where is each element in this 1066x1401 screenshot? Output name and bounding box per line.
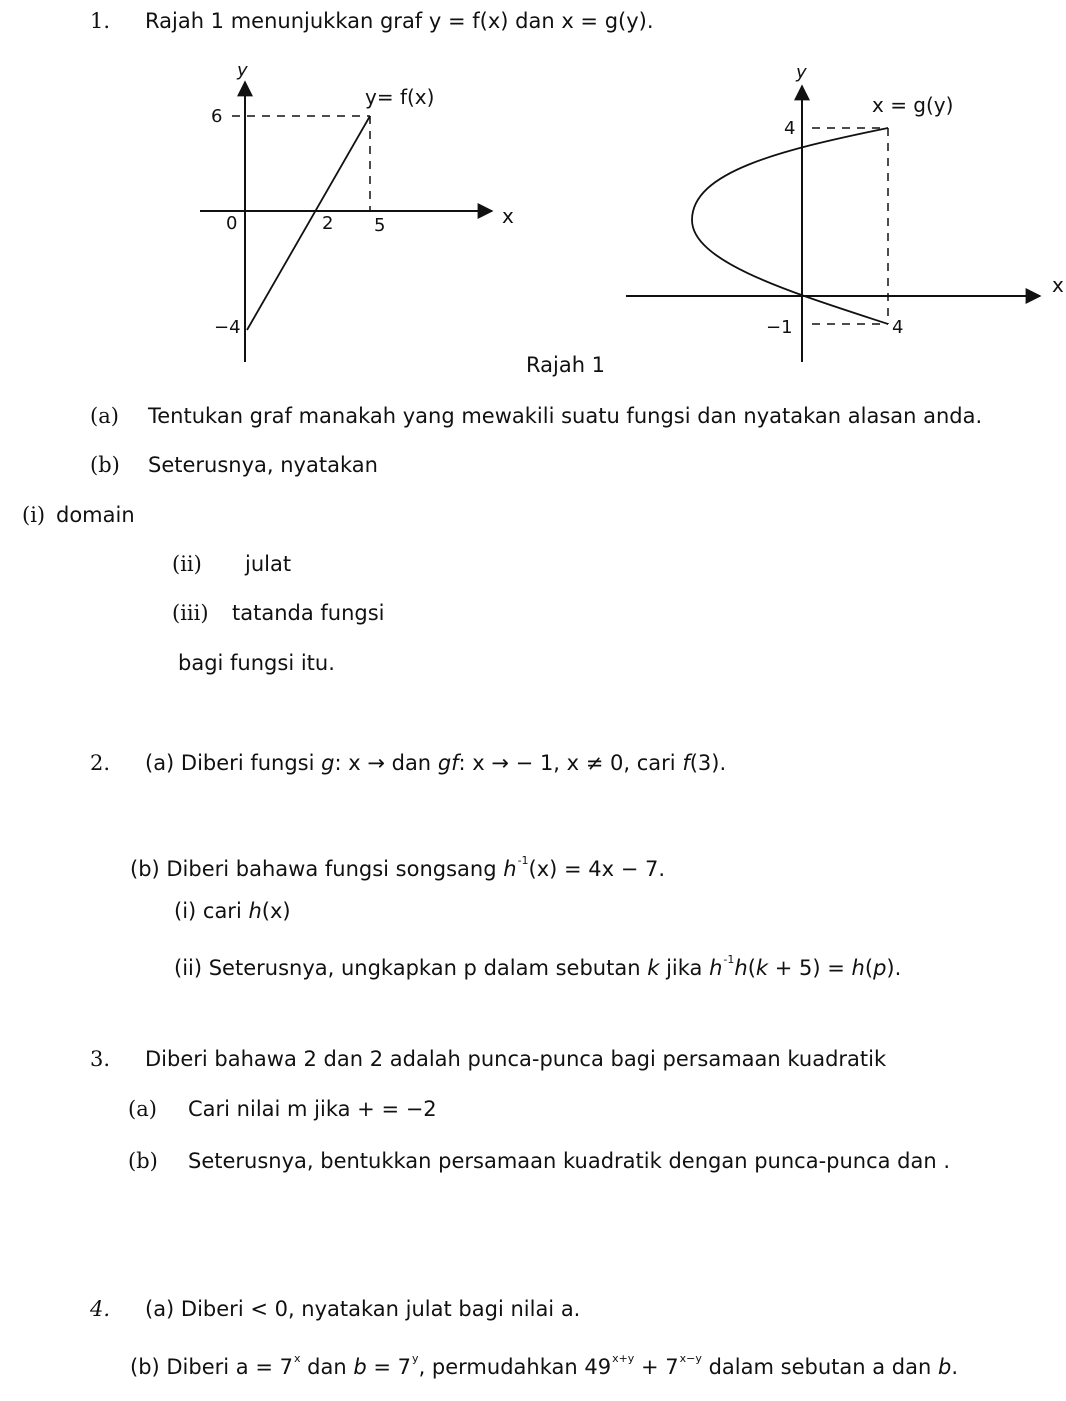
- graph-g-y-label: y: [796, 62, 807, 83]
- graph-f-y-label: y: [237, 60, 248, 81]
- graph-g-x-label: x: [1052, 273, 1064, 297]
- q2bi-text: (i) cari h(x): [174, 899, 291, 923]
- q2a-text: (a) Diberi fungsi g: x → dan gf: x → − 1, x ≠ 0, cari f(3).: [145, 751, 727, 775]
- graph-g-tick-4-y: 4: [784, 118, 796, 139]
- q1bii-text: julat: [245, 552, 292, 576]
- q3-intro: Diberi bahawa 2 dan 2 adalah punca-punca bagi persamaan kuadratik: [145, 1047, 887, 1071]
- q3-number: 3.: [90, 1047, 111, 1071]
- q1-number: 1.: [90, 9, 111, 33]
- q1bi-label: (i): [22, 503, 46, 527]
- graph-g-tick-neg1: −1: [766, 317, 793, 338]
- q1b-label: (b): [90, 453, 120, 477]
- q1bii-label: (ii): [172, 552, 202, 576]
- graph-g-tick-4-x: 4: [892, 317, 904, 338]
- q1bi-text: domain: [56, 503, 135, 527]
- graph-f-tick-2: 2: [322, 213, 334, 234]
- q4b-text: (b) Diberi $a = 7^x$ dan $b = 7^y$, permudahkan $49^{x+y} + 7^{x-y}$ dalam sebutan a dan b.: [130, 1352, 958, 1379]
- q1biii-text: tatanda fungsi: [232, 601, 385, 625]
- q1-intro: Rajah 1 menunjukkan graf y = f(x) dan x = g(y).: [145, 9, 654, 33]
- graph-f-line: [247, 116, 370, 330]
- figure-caption: Rajah 1: [526, 353, 606, 377]
- q4a-text: (a) Diberi < 0, nyatakan julat bagi nilai a.: [145, 1297, 581, 1321]
- q1b-text: Seterusnya, nyatakan: [148, 453, 378, 477]
- q1biii-label: (iii): [172, 601, 209, 625]
- q1a-label: (a): [90, 404, 119, 428]
- graph-f-tick-6: 6: [211, 106, 223, 127]
- graph-g-curve-label: x = g(y): [872, 93, 954, 117]
- graph-f: [0, 0, 1066, 400]
- q2b-text: (b) Diberi bahawa fungsi songsang $h^{-1}(x) = 4x - 7$.: [130, 854, 666, 881]
- q3a-label: (a): [128, 1097, 157, 1121]
- q4-number: 4.: [90, 1297, 111, 1321]
- q3a-text: Cari nilai m jika + = −2: [188, 1097, 437, 1121]
- graph-f-tick-5: 5: [374, 215, 386, 236]
- q2-number: 2.: [90, 751, 111, 775]
- q3b-label: (b): [128, 1149, 158, 1173]
- graph-g-curve: [692, 128, 888, 324]
- graph-f-axes: [200, 82, 492, 362]
- graph-f-tick-0: 0: [226, 213, 238, 234]
- q3b-text: Seterusnya, bentukkan persamaan kuadratik dengan punca-punca dan .: [188, 1149, 951, 1173]
- q1a-text: Tentukan graf manakah yang mewakili suatu fungsi dan nyatakan alasan anda.: [148, 404, 983, 428]
- graph-f-curve-label: y= f(x): [365, 85, 435, 109]
- q2bii-text: (ii) Seterusnya, ungkapkan p dalam sebutan k jika $h^{-1}h(k + 5) = h(p)$.: [174, 953, 902, 980]
- q1-tail: bagi fungsi itu.: [178, 651, 335, 675]
- graph-f-tick-neg4: −4: [214, 317, 241, 338]
- graph-f-x-label: x: [502, 204, 514, 228]
